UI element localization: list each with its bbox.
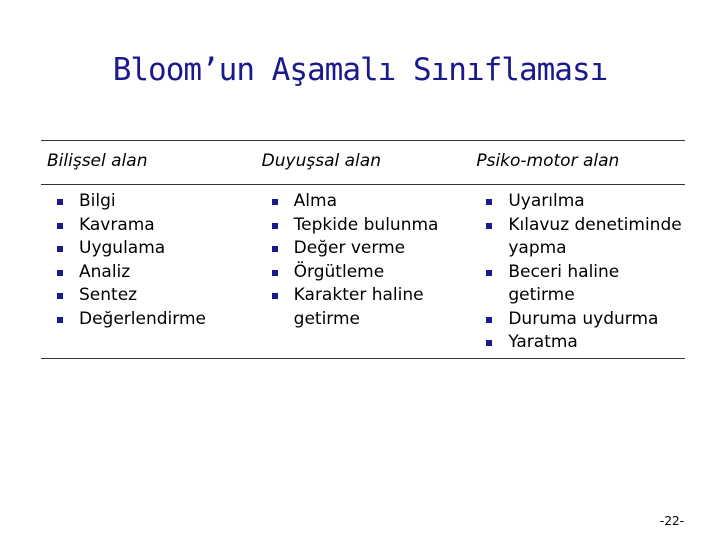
list-item-label: Değerlendirme — [79, 308, 206, 329]
list-item-label: Uyarılma — [508, 191, 585, 211]
list-item-label: Uygulama — [79, 238, 166, 258]
list-item-label: Karakter haline getirme — [293, 285, 424, 329]
list-item — [262, 190, 471, 214]
list-item-label: Kılavuz denetiminde yapma — [508, 214, 682, 258]
list-item-label: Bilgi — [79, 191, 116, 211]
page-number: -22- — [660, 514, 684, 528]
list-item — [47, 308, 256, 332]
cognitive-column — [41, 190, 256, 355]
list-item — [47, 284, 256, 308]
psychomotor-column — [470, 190, 685, 355]
list-item — [47, 190, 256, 214]
psychomotor-list — [476, 190, 685, 355]
square-bullet-icon — [57, 223, 63, 229]
square-bullet-icon — [272, 199, 278, 205]
square-bullet-icon — [57, 199, 63, 205]
list-item — [47, 261, 256, 285]
list-item-label: Analiz — [79, 261, 131, 282]
list-item — [476, 261, 685, 308]
list-item-label: Tepkide bulunma — [293, 214, 439, 235]
affective-list — [262, 190, 471, 331]
list-item — [476, 308, 685, 332]
table-body-row — [41, 185, 685, 358]
list-item — [476, 190, 685, 214]
square-bullet-icon — [486, 317, 492, 323]
affective-column — [256, 190, 471, 355]
square-bullet-icon — [57, 270, 63, 276]
list-item — [262, 237, 471, 261]
list-item — [47, 214, 256, 238]
list-item-label: Örgütleme — [293, 261, 385, 282]
table-header-row — [41, 141, 685, 185]
square-bullet-icon — [486, 270, 492, 276]
square-bullet-icon — [486, 199, 492, 205]
list-item-label: Sentez — [79, 285, 138, 305]
square-bullet-icon — [57, 293, 63, 299]
taxonomy-table — [41, 140, 685, 359]
square-bullet-icon — [486, 340, 492, 346]
square-bullet-icon — [272, 293, 278, 299]
square-bullet-icon — [486, 223, 492, 229]
list-item-label: Alma — [293, 191, 338, 211]
list-item-label: Değer verme — [293, 238, 406, 258]
list-item — [476, 331, 685, 355]
square-bullet-icon — [272, 270, 278, 276]
header-affective: Duyuşsal alan — [261, 151, 381, 171]
list-item — [47, 237, 256, 261]
header-psychomotor: Psiko-motor alan — [476, 151, 620, 171]
list-item-label: Kavrama — [79, 214, 155, 235]
slide-title: Bloom’un Aşamalı Sınıflaması — [112, 52, 608, 88]
square-bullet-icon — [57, 317, 63, 323]
cognitive-list — [47, 190, 256, 331]
list-item — [262, 284, 471, 331]
list-item-label: Beceri haline getirme — [508, 261, 620, 305]
square-bullet-icon — [57, 246, 63, 252]
square-bullet-icon — [272, 223, 278, 229]
list-item-label: Yaratma — [508, 332, 578, 352]
square-bullet-icon — [272, 246, 278, 252]
list-item — [262, 261, 471, 285]
list-item — [476, 214, 685, 261]
list-item-label: Duruma uydurma — [508, 308, 659, 329]
list-item — [262, 214, 471, 238]
header-cognitive: Bilişsel alan — [47, 151, 148, 171]
